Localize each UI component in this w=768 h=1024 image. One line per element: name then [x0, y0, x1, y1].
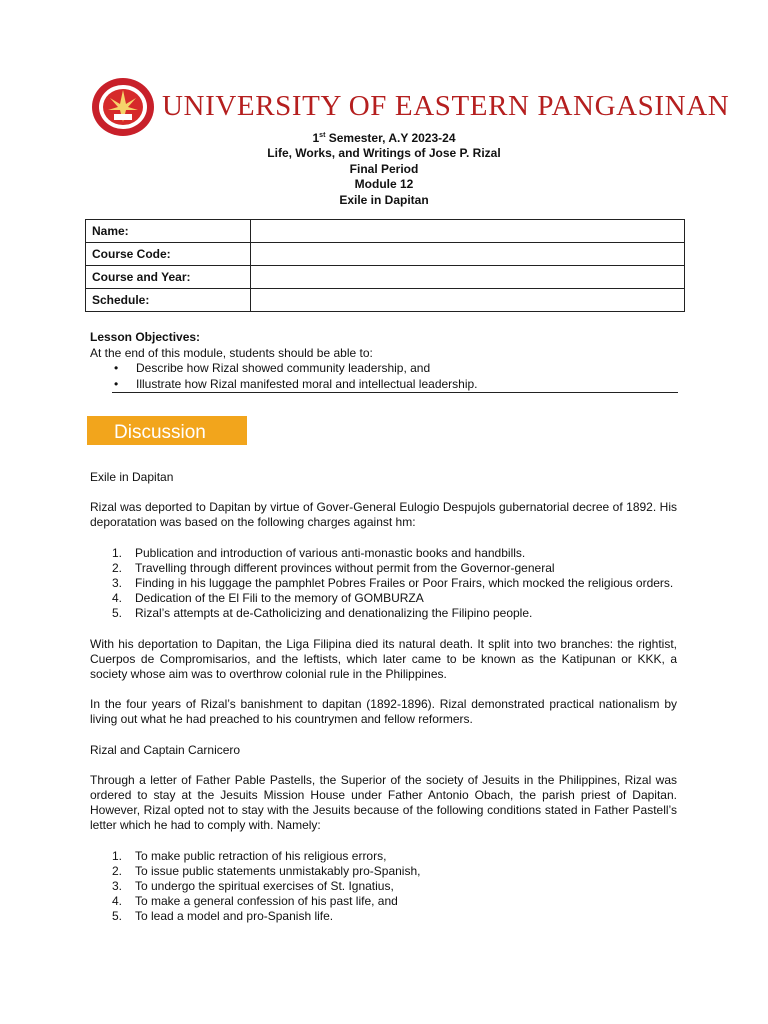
semester-text: Semester, A.Y 2023-24 — [325, 131, 456, 145]
course-title: Life, Works, and Writings of Jose P. Rizal — [267, 146, 501, 161]
list-item — [114, 361, 680, 377]
paragraph: Rizal was deported to Dapitan by virtue of Gover-General Eulogio Despujols gubernatorial decree of 1892. His deporatation was based on the following charges against hm: — [90, 500, 677, 530]
module-number: Module 12 — [354, 177, 414, 192]
list-item-text: To lead a model and pro-Spanish life. — [135, 909, 334, 924]
schedule-field[interactable] — [251, 289, 685, 312]
module-title-block — [0, 128, 768, 208]
table-row — [86, 289, 685, 312]
period-title: Final Period — [349, 161, 419, 176]
university-name: UNIVERSITY OF EASTERN PANGASINAN — [162, 90, 730, 122]
course-year-label: Course and Year: — [86, 266, 251, 289]
list-number: 2. — [112, 560, 123, 575]
list-item-text: Rizal’s attempts at de-Catholicizing and denationalizing the Filipino people. — [135, 606, 533, 621]
list-number: 1. — [112, 848, 123, 863]
list-item-text: Travelling through different provinces without permit from the Governor-general — [135, 560, 555, 575]
list-number: 3. — [112, 879, 123, 894]
list-item — [90, 606, 677, 621]
list-number: 1. — [112, 545, 123, 560]
divider — [112, 392, 678, 393]
semester-superscript: st — [319, 132, 326, 139]
list-item-text: To make public retraction of his religious errors, — [135, 848, 387, 863]
list-item — [90, 864, 677, 879]
discussion-body — [90, 470, 677, 940]
objectives-heading: Lesson Objectives: — [90, 330, 201, 344]
list-item — [90, 849, 677, 864]
list-item — [90, 879, 677, 894]
objectives-list — [90, 361, 680, 392]
schedule-label: Schedule: — [86, 289, 251, 312]
list-item — [90, 591, 677, 606]
list-item — [90, 894, 677, 909]
list-number: 5. — [112, 606, 123, 621]
list-item-text: To make a general confession of his past life, and — [135, 894, 398, 909]
objective-text: Describe how Rizal showed community leadership, and — [136, 361, 431, 375]
table-row — [86, 220, 685, 243]
charges-list — [90, 546, 677, 622]
section-heading: Rizal and Captain Carnicero — [90, 742, 241, 757]
list-item-text: To issue public statements unmistakably pro-Spanish, — [135, 863, 421, 878]
bullet-icon: • — [114, 361, 119, 375]
list-item — [90, 909, 677, 924]
list-number: 5. — [112, 909, 123, 924]
list-number: 4. — [112, 894, 123, 909]
student-info-table — [85, 219, 685, 312]
list-item-text: Finding in his luggage the pamphlet Pobres Frailes or Poor Frairs, which mocked the religious orders. — [135, 576, 674, 591]
list-item — [114, 376, 680, 393]
discussion-banner: Discussion — [87, 416, 247, 445]
paragraph: With his deportation to Dapitan, the Liga Filipina died its natural death. It split into two branches: the rightist, Cuerpos de Compromisarios, and the leftists, which later came to be known as the Katipunan or KKK, a society whose aim was to overthrow colonial rule in the Philippines. — [90, 636, 677, 682]
section-heading: Exile in Dapitan — [90, 470, 174, 484]
module-topic: Exile in Dapitan — [339, 192, 429, 207]
objectives-intro: At the end of this module, students should be able to: — [90, 345, 373, 360]
course-code-field[interactable] — [251, 243, 685, 266]
list-item-text: Publication and introduction of various anti-monastic books and handbills. — [135, 545, 526, 560]
conditions-list — [90, 849, 677, 925]
objective-text: Illustrate how Rizal manifested moral and intellectual leadership. — [136, 376, 478, 391]
list-number: 4. — [112, 591, 123, 606]
table-row — [86, 266, 685, 289]
course-year-field[interactable] — [251, 266, 685, 289]
list-number: 2. — [112, 863, 123, 878]
bullet-icon: • — [114, 376, 119, 391]
table-row — [86, 243, 685, 266]
name-label: Name: — [86, 220, 251, 243]
semester-line — [0, 128, 768, 146]
list-item — [90, 546, 677, 561]
list-item — [90, 576, 677, 591]
paragraph: Through a letter of Father Pable Pastells, the Superior of the society of Jesuits in the Philippines, Rizal was ordered to stay at the Jesuits Mission House under Father Antonio Obach, the parish priest of Dapitan. However, Rizal opted not to stay with the Jesuits because of the following conditions stated in Father Pastell’s letter which he had to comply with. Namely: — [90, 772, 677, 833]
list-number: 3. — [112, 576, 123, 591]
list-item — [90, 561, 677, 576]
paragraph: In the four years of Rizal’s banishment to dapitan (1892-1896). Rizal demonstrated practical nationalism by living out what he had preached to his countrymen and fellow reformers. — [90, 697, 677, 727]
list-item-text: To undergo the spiritual exercises of St. Ignatius, — [135, 879, 394, 894]
list-item-text: Dedication of the El Fili to the memory of GOMBURZA — [135, 591, 424, 606]
name-field[interactable] — [251, 220, 685, 243]
lesson-objectives — [90, 330, 680, 392]
course-code-label: Course Code: — [86, 243, 251, 266]
semester-number: 1 — [312, 131, 320, 145]
